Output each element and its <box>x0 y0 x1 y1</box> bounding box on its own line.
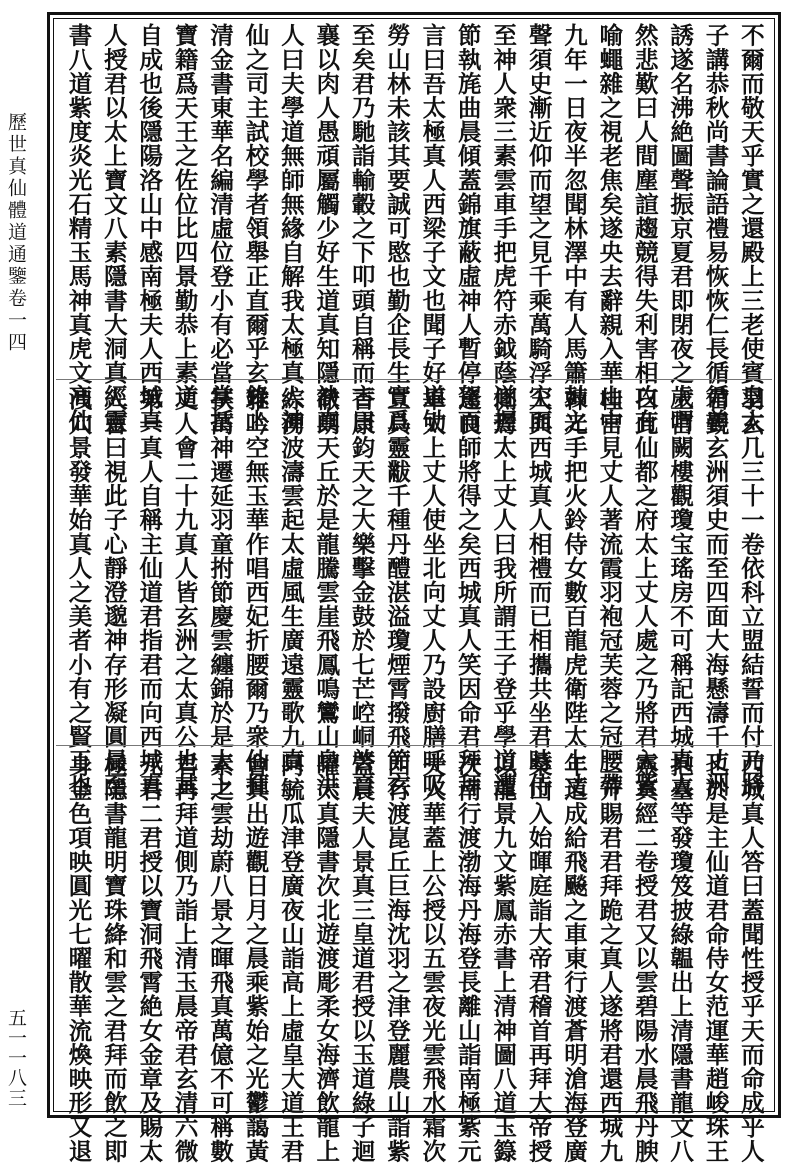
text-column: 仙之司主試校學者領舉正直爾乎玄錄上 <box>241 23 270 433</box>
text-column: 畢太上丈人使坐北向丈人乃設廚膳呼吸 <box>418 387 447 797</box>
text-column: 人曰夫學道無師無緣自解我太極真人神 <box>276 23 305 433</box>
text-column: 側焉太上丈人曰我所謂王子登乎學道遭 <box>489 387 518 797</box>
text-column: 蓋晨夫人景真三皇道君授以玉道綠子迴 <box>347 753 376 1163</box>
text-column: 曜太真隱書次北遊渡彫柔女海濟飲龍上 <box>312 753 341 1163</box>
text-column: 君再拜道側乃詣上清玉晨帝君玄清六微 <box>170 753 199 1163</box>
text-column: 至矣君乃馳詣輸轂之下叩頭自稱而言曰 <box>347 23 376 433</box>
text-column: 阿毓瓜津登廣夜山詣高上虛皇大道王君 <box>276 753 305 1163</box>
text-column: 立具靈黻千種丹醴湛溢瓊煙霄撥飛節玄 <box>383 387 412 797</box>
text-column: 不爾而敬天乎實之還殿上三老使賓皇太 <box>736 23 765 433</box>
text-block-bottom <box>56 753 772 1163</box>
text-column: 年道成給飛飈之車東行渡蒼明滄海登廣 <box>559 753 588 1163</box>
text-column: 雅吟空無玉華作唱西妃折腰爾乃衆仙揮 <box>241 387 270 797</box>
text-column: 會其出遊觀日月之晨乘紫始之光鬱藹黃 <box>241 753 270 1163</box>
text-column: 桂宫見丈人著流霞羽袍冠芙蓉之冠腰帶 <box>595 387 624 797</box>
text-column: 然悲歎曰人間塵諠趨競得失利害相攻有 <box>630 23 659 433</box>
text-column: 聲須史漸近仰而望之見千乘萬騎浮空而 <box>524 23 553 433</box>
text-column: 極隱書龍明寶珠絳和雲之君拜而飲之即 <box>99 753 128 1163</box>
text-block-top <box>56 23 772 433</box>
text-column: 九年一日夜半忽聞林澤中有人馬簫鼓之 <box>559 23 588 433</box>
text-column: 君覲玄洲須史而至四面大海懸濤千丈洲 <box>701 387 730 797</box>
text-frame <box>47 12 781 1163</box>
book-title-text: 歷世真仙體道通鑒 <box>5 112 27 288</box>
text-column: 第一真人自稱主仙道君指君而向西城真 <box>135 387 164 797</box>
text-column: 喻蠅雜之視老焦矣遂央去辭親入華山中 <box>595 23 624 433</box>
text-column: 抱臺等發瓊笈披綠韞出上清隱書龍文八 <box>666 753 695 1163</box>
text-column: 襄以肉人愚頑屬觸少好生道真知隱訣真 <box>312 23 341 433</box>
text-column: 素之雲劫蔚八景之暉飛真萬億不可稱數 <box>206 753 235 1163</box>
text-column: 寶籍爲天王之佐位比四景勤恭上素道 <box>170 23 199 409</box>
text-column: 綜湧波濤雲起太虛風生廣遠靈歌九真 <box>276 387 305 773</box>
text-column: 靈真經二卷授君又以雲碧陽水晨飛丹腴 <box>630 753 659 1163</box>
text-column: 至神人衆三素雲車手把虎符赤鉞蔭遂握 <box>489 23 518 433</box>
text-column: 書八道紫度炎光石精玉馬神真虎文高仙 <box>64 23 93 433</box>
text-column: 子講恭秋尚書論語禮易恢恢仁長循循善 <box>701 23 730 433</box>
right-margin <box>760 0 800 1134</box>
text-column: 勞山林未該其要誠可愍也勤企長生實爲 <box>383 23 412 433</box>
text-column: 洩穴景發華始真人之美者小有之賢王也 <box>64 387 93 797</box>
text-column: 桑山入始暉庭詣大帝君稽首再拜大帝授 <box>524 753 553 1163</box>
text-column: 扶萬神遷延羽童拊節慶雲纏錦於是太上 <box>206 387 235 797</box>
text-column: 羽玄几三十一卷依科立盟結誓而付乃將 <box>736 387 765 797</box>
text-column: 人授君以太上寶文八素隱書大洞真經靈 <box>99 23 128 433</box>
text-column: 香康鈞天之大樂擊金鼓於七芒崆峒啓音 <box>347 387 376 797</box>
left-margin <box>0 0 40 1134</box>
text-column: 以龍景九文紫鳳赤書上清神圖八道玉籙 <box>489 753 518 1163</box>
text-column: 次南行渡渤海丹海登長離山詣南極紫元 <box>453 753 482 1163</box>
page-number: 五一一八三 <box>5 1008 27 1108</box>
text-column: 身金色項映圓光七曜散華流煥映形又退 <box>64 753 93 1163</box>
text-column: 夫人華蓋上公授以五雲夜光雲飛水霜次 <box>418 753 447 1163</box>
text-column: 丈人會二十九真人皆玄洲之太真公也其 <box>170 387 199 797</box>
text-column: 西行渡崑丘巨海沈羽之津登麗農山詣紫 <box>383 753 412 1163</box>
text-column: 自成也後隱陽洛山中感南極夫人西城真 <box>135 23 164 433</box>
text-column: 神光手把火鈴侍女數百龍虎衛陛太上丈 <box>559 387 588 797</box>
text-block-middle <box>56 387 772 797</box>
margin-book-title <box>6 112 25 354</box>
text-column: 上宫闕樓觀瓊宝瑤房不可稱記西城真人 <box>666 387 695 797</box>
text-column: 人與西城真人相禮而已相攜共坐君時侍 <box>524 387 553 797</box>
text-column: 清金書東華名編清虛位登小有必當掌括 <box>206 23 235 433</box>
text-column: 也於是主仙道君命侍女范運華趙峻珠王 <box>701 753 730 1163</box>
text-column: 徹朗天丘於是龍騰雲崖飛鳳鳴鸞山阜洪 <box>312 387 341 797</box>
text-column: 元君二君授以寶洞飛霄絶女金章及賜太 <box>135 753 164 1163</box>
section-divider <box>56 379 772 380</box>
text-column: 誘遂名沸絶圖聲振京夏君即閉夜之歲喟 <box>666 23 695 433</box>
juan-number: 卷一四 <box>5 288 27 354</box>
text-column: 曰此仙都之府太上丈人處之乃將君入紫 <box>630 387 659 797</box>
text-column: 言曰吾太極真人西梁子文也聞子好道劬 <box>418 23 447 433</box>
text-column: 西城真人答曰蓋聞性授乎天而命成乎人 <box>736 753 765 1163</box>
text-column: 逢良師將得之矣西城真人笑因命君拜拜 <box>453 387 482 797</box>
section-divider <box>56 745 772 746</box>
text-column: 人言曰視此子心靜澄邈神存形凝圓晨至 <box>99 387 128 797</box>
text-column: 二升賜君君拜跪之真人遂將君還西城九 <box>595 753 624 1163</box>
text-column: 節執旄曲晨傾蓋錦旗蔽虛神人暫停駕而 <box>453 23 482 433</box>
